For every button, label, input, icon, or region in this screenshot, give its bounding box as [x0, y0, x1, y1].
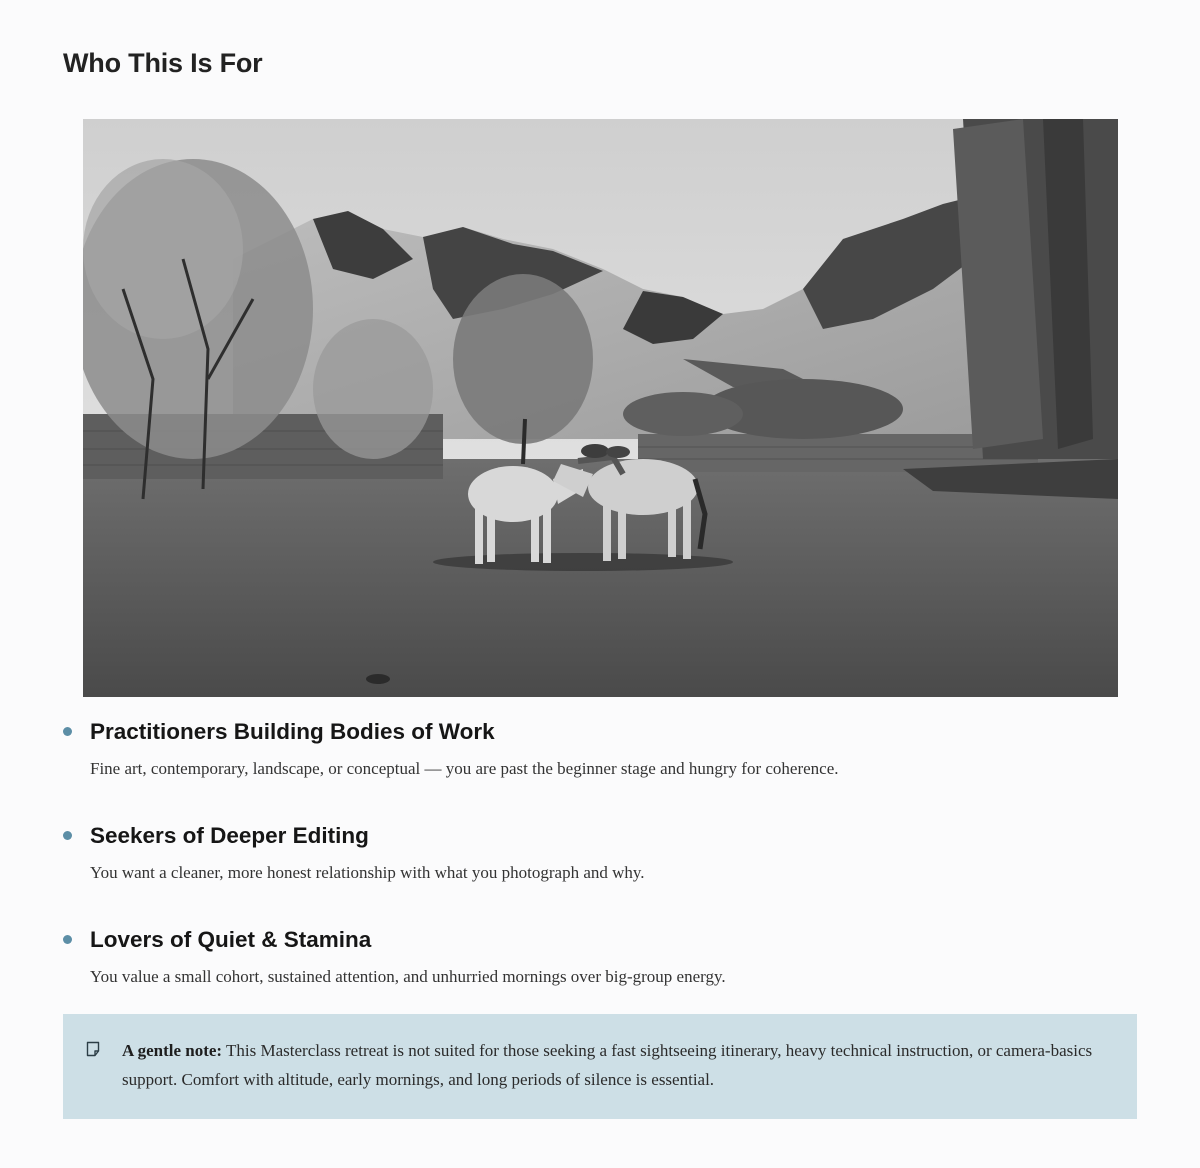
sticky-note-icon — [85, 1041, 101, 1057]
item-title: Seekers of Deeper Editing — [90, 823, 369, 848]
list-item — [63, 712, 1137, 816]
bullet-dot-icon — [63, 935, 72, 944]
bullet-dot-icon — [63, 831, 72, 840]
item-title: Lovers of Quiet & Stamina — [90, 927, 372, 952]
bullet-dot-icon — [63, 727, 72, 736]
gentle-note-callout — [63, 1014, 1137, 1119]
item-description: You value a small cohort, sustained attention, and unhurried mornings over big-group energy. — [90, 967, 726, 986]
list-item — [63, 920, 1137, 1024]
note-text — [122, 1036, 1122, 1094]
item-description: You want a cleaner, more honest relationship with what you photograph and why. — [90, 863, 645, 882]
item-description: Fine art, contemporary, landscape, or conceptual — you are past the beginner stage and hungry for coherence. — [90, 759, 839, 778]
page-title: Who This Is For — [63, 48, 263, 78]
audience-list — [63, 712, 1137, 1024]
note-label: A gentle note: — [122, 1041, 223, 1060]
item-title: Practitioners Building Bodies of Work — [90, 719, 495, 744]
note-body: This Masterclass retreat is not suited for those seeking a fast sightseeing itinerary, heavy technical instruction, or camera-basics support. Comfort with altitude, early mornings, and long periods of silence is essential. — [122, 1041, 1093, 1089]
hero-photo — [83, 119, 1118, 697]
list-item — [63, 816, 1137, 920]
